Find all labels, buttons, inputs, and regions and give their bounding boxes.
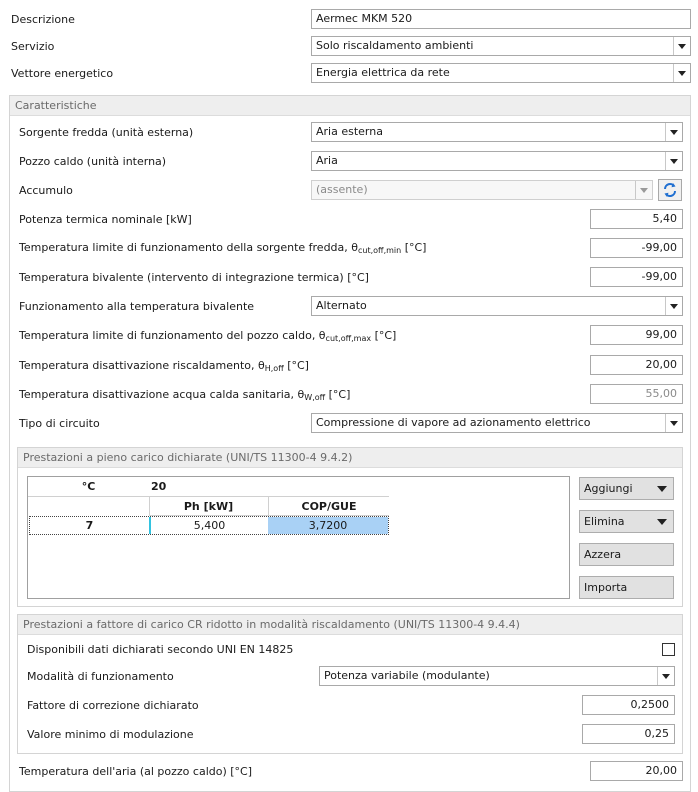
bivalent-label: Temperatura bivalente (intervento di integrazione termica) [°C]: [19, 271, 369, 284]
reduced-load-header: Prestazioni a fattore di carico CR ridotto in modalità riscaldamento (UNI/TS 11300-4 9.4.4): [18, 615, 682, 635]
chevron-down-icon[interactable]: [665, 414, 682, 432]
storage-select-value: (assente): [316, 183, 368, 196]
service-label: Servizio: [11, 40, 55, 53]
service-select[interactable]: [311, 36, 691, 56]
chevron-down-icon: [657, 519, 667, 525]
characteristics-header: Caratteristiche: [10, 96, 690, 116]
bivalent-mode-select[interactable]: [311, 296, 683, 316]
bivalent-input[interactable]: -99,00: [590, 267, 683, 287]
performance-grid[interactable]: [27, 476, 570, 599]
grid-row-ph[interactable]: 5,400: [149, 517, 268, 534]
chevron-down-icon[interactable]: [673, 64, 690, 82]
grid-cop-header: COP/GUE: [301, 500, 357, 513]
refresh-icon: [662, 182, 678, 198]
hot-sink-label: Pozzo caldo (unità interna): [19, 155, 167, 168]
hot-sink-select[interactable]: [311, 151, 683, 171]
air-temp-label: Temperatura dell'aria (al pozzo caldo) [°C]: [19, 765, 253, 778]
cold-source-select[interactable]: [311, 122, 683, 142]
chevron-down-icon[interactable]: [635, 181, 652, 199]
grid-temp-header: 20: [151, 480, 167, 493]
bivalent-mode-label: Funzionamento alla temperatura bivalente: [19, 300, 255, 313]
circuit-label: Tipo di circuito: [19, 417, 100, 430]
nominal-power-label: Potenza termica nominale [kW]: [19, 213, 192, 226]
chevron-down-icon[interactable]: [665, 123, 682, 141]
grid-row-cop[interactable]: 3,7200: [268, 517, 388, 534]
cold-limit-input[interactable]: -99,00: [590, 238, 683, 258]
dhw-off-label: Temperatura disattivazione acqua calda sanitaria, $\theta_{W,off}$ [°C]: [19, 388, 351, 402]
chevron-down-icon[interactable]: [657, 667, 674, 685]
hot-limit-input[interactable]: 99,00: [590, 325, 683, 345]
heating-off-label: Temperatura disattivazione riscaldamento, $\theta_{H,off}$ [°C]: [19, 359, 309, 373]
delete-button[interactable]: [579, 510, 674, 533]
chevron-down-icon[interactable]: [673, 37, 690, 55]
service-select-value: Solo riscaldamento ambienti: [316, 39, 474, 52]
bivalent-mode-select-value: Alternato: [316, 299, 367, 312]
add-button-label: Aggiungi: [584, 482, 633, 495]
energy-carrier-label: Vettore energetico: [11, 67, 114, 80]
add-button[interactable]: [579, 477, 674, 500]
energy-carrier-select-value: Energia elettrica da rete: [316, 66, 450, 79]
mode-label: Modalità di funzionamento: [27, 670, 174, 683]
hot-limit-label: Temperatura limite di funzionamento del pozzo caldo, $\theta_{cut,off,max}$ [°C]: [19, 329, 397, 343]
refresh-button[interactable]: [658, 179, 682, 201]
dhw-off-input[interactable]: 55,00: [590, 384, 683, 404]
chevron-down-icon[interactable]: [665, 152, 682, 170]
grid-ph-header: Ph [kW]: [183, 500, 234, 513]
cold-source-select-value: Aria esterna: [316, 125, 383, 138]
mode-select[interactable]: [319, 666, 675, 686]
grid-row-temp: 7: [85, 519, 94, 532]
reset-button[interactable]: Azzera: [579, 543, 674, 566]
chevron-down-icon: [657, 486, 667, 492]
grid-corner-header: °C: [81, 480, 96, 493]
description-label: Descrizione: [11, 13, 75, 26]
cold-source-label: Sorgente fredda (unità esterna): [19, 126, 194, 139]
min-modulation-input[interactable]: 0,25: [582, 724, 675, 744]
en14825-label: Disponibili dati dichiarati secondo UNI EN 14825: [27, 643, 294, 656]
delete-button-label: Elimina: [584, 515, 625, 528]
min-modulation-label: Valore minimo di modulazione: [27, 728, 194, 741]
chevron-down-icon[interactable]: [665, 297, 682, 315]
full-load-header: Prestazioni a pieno carico dichiarate (UNI/TS 11300-4 9.4.2): [18, 448, 682, 468]
correction-input[interactable]: 0,2500: [582, 695, 675, 715]
en14825-checkbox[interactable]: [662, 643, 675, 656]
cold-limit-label: Temperatura limite di funzionamento della sorgente fredda, $\theta_{cut,off,min}$ [°C]: [19, 241, 427, 255]
description-input[interactable]: Aermec MKM 520: [311, 9, 691, 29]
correction-label: Fattore di correzione dichiarato: [27, 699, 199, 712]
storage-label: Accumulo: [19, 184, 73, 197]
storage-select[interactable]: [311, 180, 653, 200]
table-row[interactable]: [29, 516, 389, 535]
air-temp-input[interactable]: 20,00: [590, 761, 683, 781]
energy-carrier-select[interactable]: [311, 63, 691, 83]
import-button[interactable]: Importa: [579, 576, 674, 599]
mode-select-value: Potenza variabile (modulante): [324, 669, 490, 682]
circuit-select-value: Compressione di vapore ad azionamento elettrico: [316, 416, 591, 429]
circuit-select[interactable]: [311, 413, 683, 433]
nominal-power-input[interactable]: 5,40: [590, 209, 683, 229]
heating-off-input[interactable]: 20,00: [590, 355, 683, 375]
hot-sink-select-value: Aria: [316, 154, 338, 167]
